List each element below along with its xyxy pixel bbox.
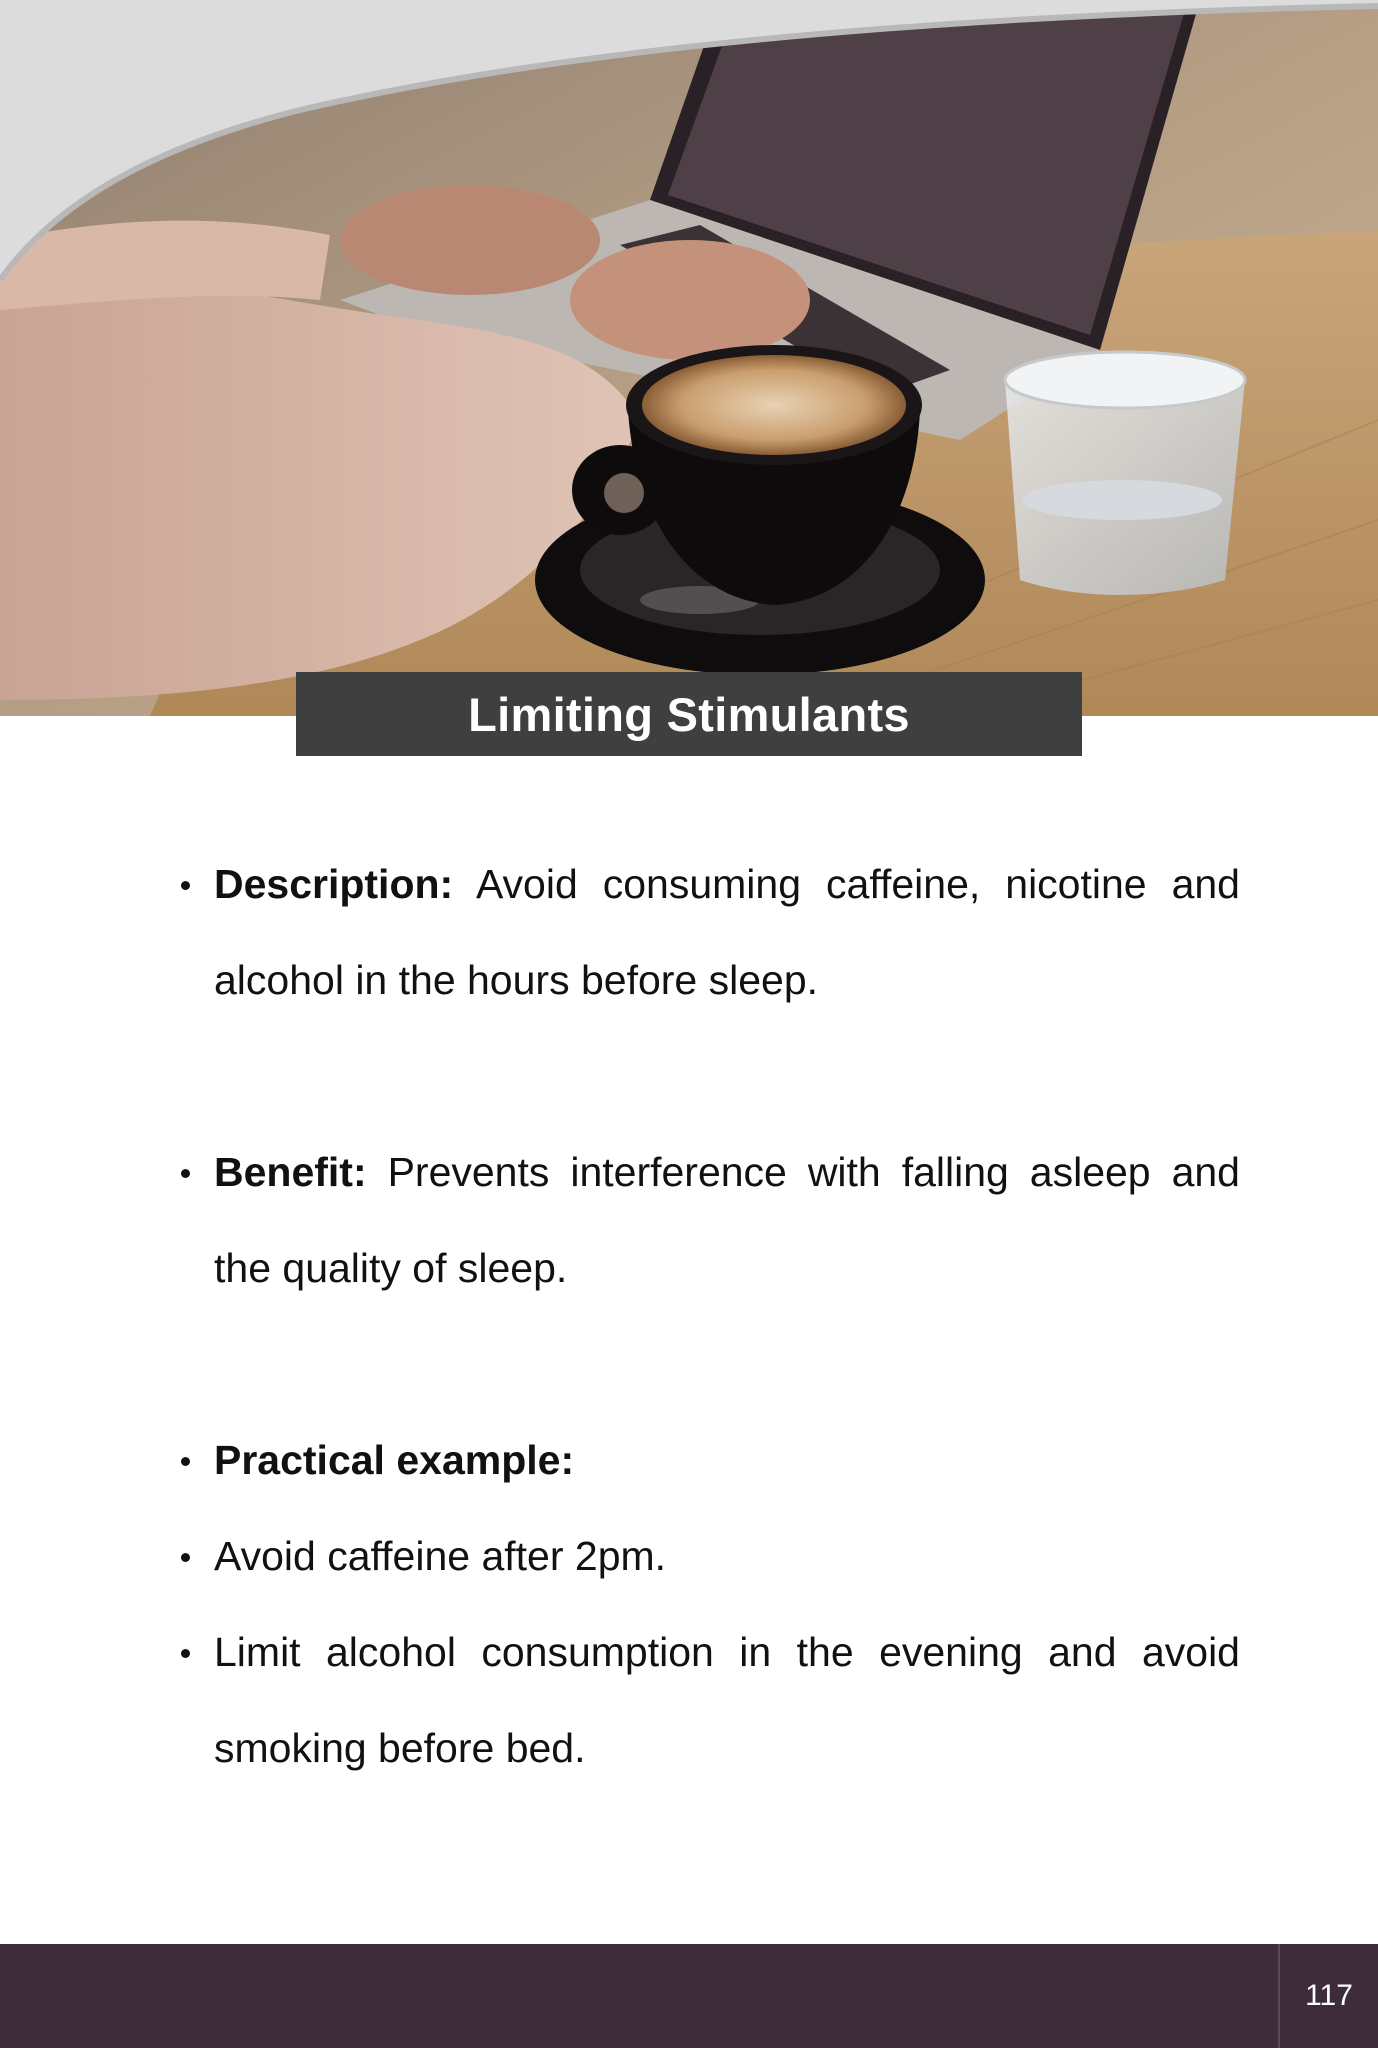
benefit-label: Benefit: (214, 1149, 367, 1195)
list-item-example-heading (168, 1412, 1240, 1508)
coffee-laptop-illustration (0, 0, 1378, 716)
page-number: 117 (1278, 1944, 1378, 2048)
list-item-example-2: Limit alcohol consumption in the evening and avoid smoking before bed. (168, 1604, 1240, 1796)
example-label: Practical example: (214, 1437, 575, 1483)
footer-bar (0, 1944, 1378, 2048)
hero-photo (0, 0, 1378, 716)
content-section (168, 836, 1240, 1796)
bullet-list (168, 836, 1240, 1796)
page-title: Limiting Stimulants (296, 672, 1082, 756)
description-label: Description: (214, 861, 454, 907)
list-item-description (168, 836, 1240, 1028)
list-item-benefit (168, 1124, 1240, 1316)
benefit-text: Prevents interference with falling asleep and the quality of sleep. (214, 1149, 1240, 1291)
description-text: Avoid consuming caffeine, nicotine and alcohol in the hours before sleep. (214, 861, 1240, 1003)
list-item-example-1: Avoid caffeine after 2pm. (168, 1508, 1240, 1604)
